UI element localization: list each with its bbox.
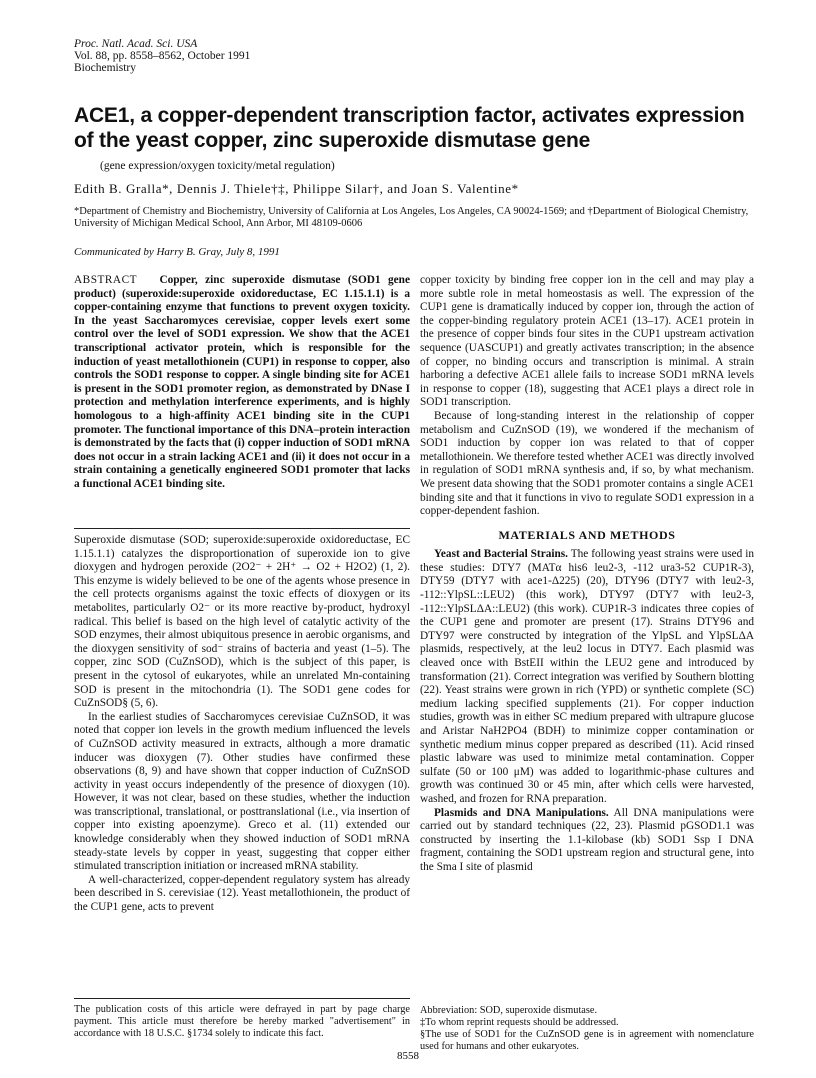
plasmids-heading: Plasmids and DNA Manipulations. — [434, 806, 609, 819]
right-column-body — [420, 274, 754, 875]
intro-paragraph: Because of long-standing interest in the relationship of copper metabolism and CuZnSOD (19), we wondered if the mechanism of SOD1 induction by copper ion was related to that of copper metallothionein. We therefore tested whether ACE1 was directly involved in regulation of SOD1 mRNA synthesis and, if so, by what mechanism. We present data showing that the SOD1 promoter contains a single ACE1 binding site and that it functions in vivo to regulate SOD1 expression in a copper-dependent fashion. — [420, 409, 754, 518]
publication-cost-footnote: The publication costs of this article were defrayed in part by page charge payment. This article must therefore be hereby marked "advertisement" in accordance with 18 U.S.C. §1734 solely to indicate this fact. — [74, 1004, 410, 1039]
volume-line: Vol. 88, pp. 8558–8562, October 1991 — [74, 50, 251, 62]
strains-text: The following yeast strains were used in these studies: DTY7 (MATα his6 leu2-3, -112 ura3-52 CUP1R-3), DTY59 (DTY7 with ace1-Δ225) (20), DTY96 (DTY7 with leu2-3, -112::YlpSL::LEU2) (this work), DTY97 (DTY7 with leu2-3, -112::YlpSLΔA::LEU2) (this work). CUP1R-3 indicates three copies of the CUP1 gene and promoter are present (17). Strains DTY96 and DTY97 were constructed by integration of the YlpSL and YlpSLΔA plasmids, respectively, at the leu2 locus in DTY7. Each plasmid was cleaved once with BstEII within the LEU2 gene and introduced by transformation (21). Correct integration was verified by Southern blotting (22). Yeast strains were grown in rich (YPD) or synthetic complete (SC) medium lacking specified supplements (21). For copper induction studies, growth was in either SC medium prepared with ultrapure glucose and Aristar NaH2PO4 (BDH) to minimize copper contamination or synthetic medium minus copper prepared as described (11). Acid rinsed plastic labware was used to minimize metal contamination. Copper sulfate (50 or 100 μM) was added to logarithmic-phase cultures and growth was continued 30 or 45 min, after which cells were harvested, washed, and frozen for RNA preparation. — [420, 548, 754, 805]
abstract-divider — [74, 528, 410, 529]
plasmids-text: All DNA manipulations were carried out by standard techniques (22, 23). Plasmid pGSOD1.1 was constructed by inserting the 1.1-kilobase (kb) SOD1 Ssp I DNA fragment, containing the SOD1 upstream region and structural gene, into the Sma I site of plasmid — [420, 806, 755, 873]
strains-heading: Yeast and Bacterial Strains. — [434, 548, 569, 561]
section-label: Biochemistry — [74, 62, 136, 74]
journal-name: Proc. Natl. Acad. Sci. USA — [74, 38, 198, 50]
page-number: 8558 — [397, 1050, 419, 1062]
reprint-footnote: ‡To whom reprint requests should be addressed. — [420, 1017, 619, 1028]
intro-paragraph: A well-characterized, copper-dependent regulatory system has already been described in S. cerevisiae (12). Yeast metallothionein, the product of the CUP1 gene, acts to prevent — [74, 873, 410, 914]
intro-paragraph: copper toxicity by binding free copper ion in the cell and may play a more subtle role in metal homeostasis as well. The expression of the CUP1 gene is dramatically induced by copper ion, through the action of the copper-binding regulatory protein ACE1 (13–17). ACE1 protein in the presence of copper binds four sites in the CUP1 upstream activation sequence (UASCUP1) and greatly activates transcription; in the absence of copper, no binding occurs and transcription is minimal. A strain harboring a defective ACE1 allele fails to increase SOD1 mRNA levels in response to copper (18), suggesting that ACE1 plays a direct role in SOD1 transcription. — [420, 274, 754, 409]
left-column-body — [74, 534, 410, 915]
abstract-label: ABSTRACT — [74, 274, 138, 286]
abbreviation-footnote: Abbreviation: SOD, superoxide dismutase. — [420, 1005, 598, 1016]
abstract — [74, 274, 410, 492]
intro-paragraph: In the earliest studies of Saccharomyces cerevisiae CuZnSOD, it was noted that copper ion levels in the growth medium influenced the levels of CuZnSOD activity measured in extracts, although a more dramatic inducer was dioxygen (7). Other studies have confirmed these observations (8, 9) and have shown that copper induction of CuZnSOD activity in yeast occurs independently of the presence of dioxygen (10). However, it was not clear, based on these studies, whether the induction was transcriptional, translational, or posttranslational (i.e., via insertion of copper into existing apoenzyme). Greco et al. (11) extended our knowledge considerably when they showed induction of SOD1 mRNA steady-state levels by copper in yeast, suggesting that copper either stimulated transcription initiation or increased mRNA stability. — [74, 710, 410, 873]
journal-header — [74, 38, 250, 74]
strains-paragraph — [420, 548, 754, 806]
footnote-divider — [74, 998, 410, 999]
nomenclature-footnote: §The use of SOD1 for the CuZnSOD gene is in agreement with nomenclature used for humans and other eukaryotes. — [420, 1029, 754, 1052]
right-footnotes — [420, 1005, 754, 1053]
author-list: Edith B. Gralla*, Dennis J. Thiele†‡, Philippe Silar†, and Joan S. Valentine* — [74, 181, 519, 196]
communicated-by: Communicated by Harry B. Gray, July 8, 1991 — [74, 246, 280, 258]
article-title: ACE1, a copper-dependent transcription factor, activates expression of the yeast copper, zinc superoxide dismutase gene — [74, 104, 745, 152]
abstract-text: Copper, zinc superoxide dismutase (SOD1 gene product) (superoxide:superoxide oxidoreductase, EC 1.15.1.1) is a copper-containing enzyme that functions to prevent oxygen toxicity. In the yeast Saccharomyces cerevisiae, copper levels exert some control over the level of SOD1 expression. We show that the ACE1 transcriptional activator protein, which is responsible for the induction of yeast metallothionein (CUP1) in response to copper, also controls the SOD1 response to copper. A single binding site for ACE1 is present in the SOD1 promoter region, as demonstrated by DNase I protection and methylation interference experiments, and is highly homologous to a high-affinity ACE1 binding site in the CUP1 promoter. The functional importance of this DNA–protein interaction is demonstrated by the facts that (i) copper induction of SOD1 mRNA does not occur in a strain lacking ACE1 and (ii) it does not occur in a strain containing a genetically engineered SOD1 promoter that lacks a functional ACE1 binding site. — [74, 274, 410, 490]
plasmids-paragraph — [420, 807, 754, 875]
methods-heading: MATERIALS AND METHODS — [498, 527, 676, 542]
intro-paragraph: Superoxide dismutase (SOD; superoxide:superoxide oxidoreductase, EC 1.15.1.1) catalyzes the disproportionation of superoxide ion to give dioxygen and hydrogen peroxide (2O2⁻ + 2H⁺ → O2 + H2O2) (1, 2). This enzyme is widely believed to be one of the agents whose presence in the cell protects organisms against the toxic effects of dioxygen or its metabolites, particularly O2⁻ or its more reactive by-product, hydroxyl radical. This belief is based on the high level of catalytic activity of the SOD enzymes, their almost ubiquitous presence in aerobic organisms, and the dioxygen sensitivity of sod⁻ strains of bacteria and yeast (1–5). The copper, zinc SOD (CuZnSOD), which is the subject of this paper, is present in the cytosol of eukaryotes, while an unrelated Mn-containing SOD is present in the mitochondria (1). The SOD1 gene codes for CuZnSOD§ (5, 6). — [74, 534, 410, 710]
affiliations: *Department of Chemistry and Biochemistry, University of California at Los Angeles, Los Angeles, CA 90024-1569; and †Department of Biological Chemistry, University of Michigan Medical School, Ann Arbor, MI 48109-0606 — [74, 206, 749, 229]
keywords: (gene expression/oxygen toxicity/metal regulation) — [100, 160, 335, 172]
